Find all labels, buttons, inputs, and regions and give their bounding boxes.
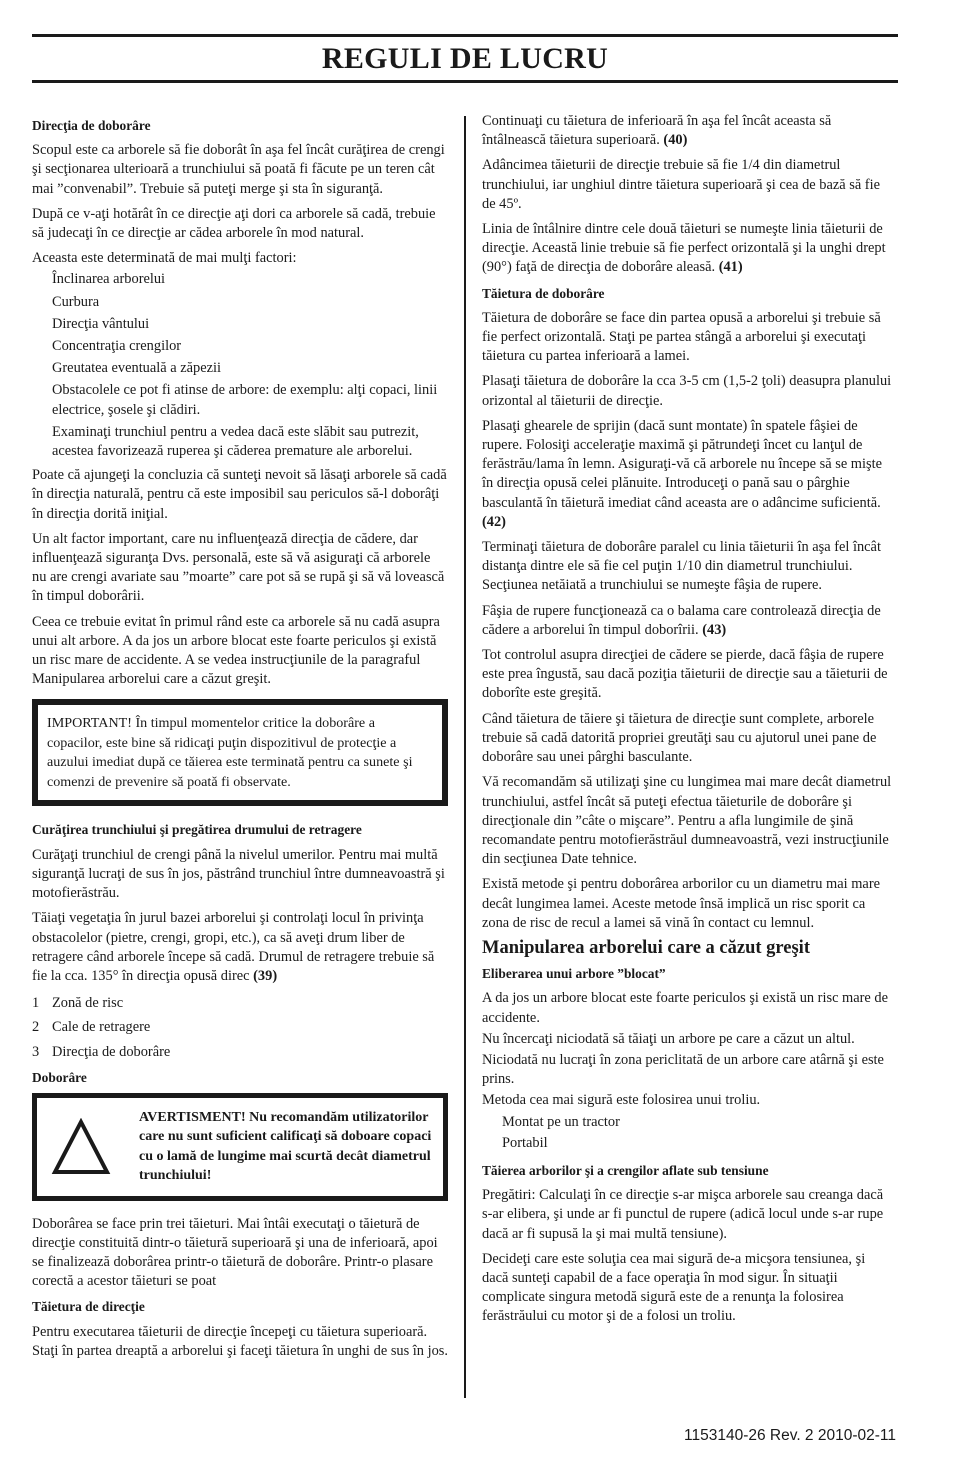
header-rule-top [32,34,898,37]
paragraph: Decideţi care este soluţia cea mai sigură de-a micşora tensiunea, şi dacă sunteţi capabil de a face operaţia în mod sigur. În situaţii complicate singura metodă sigură este de a renunţa la folosirea ferăstrăului cu motor şi de a folosi un troliu. [482,1250,866,1325]
paragraph: Plasaţi tăietura de doborâre la cca 3-5 cm (1,5-2 ţoli) deasupra planului orizontal al tăieturii de direcţie. [482,373,892,409]
warning-triangle-icon [51,1118,111,1176]
paragraph: Vă recomandăm să utilizaţi şine cu lungimea mai mare decât diametrul trunchiului, astfel încât să puteţi efectua tăieturile de doborâre şi direcţionale din ”câte o mişcare”. Pentru a afla lungimile de şină recomandate pentru motofierăstrăul dumneavoastră, vezi instrucţiunile din secţiunea Date tehnice. [482,774,892,868]
paragraph: Doborârea se face prin trei tăieturi. Mai întâi executaţi o tăietură de direcţie constituită dintr-o tăietură superioară şi una de inferioară, apoi se finalizează doborârea printr-o tăietură de doborâre. Printr-o plasare corectă a acestor tăieturi se poat [32,1215,438,1290]
left-column [32,112,448,1367]
paragraph: După ce v-aţi hotărât în ce direcţie aţi dori ca arborele să cadă, trebuie să judecaţi în ce direcţie ar cădea arborele în mod natural. [32,205,436,242]
heading-directia: Direcţia de doborâre [32,118,151,133]
paragraph: Adâncimea tăieturii de direcţie trebuie să fie 1/4 din diametrul trunchiului, iar unghiul dintre tăietura superioară şi cea de bază să fie de 45º. [482,157,880,212]
list-item: 3 Direcţia de doborâre [32,1043,171,1060]
paragraph: Tot controlul asupra direcţiei de cădere se pierde, dacă fâşia de rupere este prea îngustă, sau dacă poziţia tăieturii de direcţie sau a tăieturii de doborîte este greşită. [482,647,888,702]
heading-taietura-doborare: Tăietura de doborâre [482,285,605,301]
paragraph: Curăţaţi trunchiul de crengi până la nivelul umerilor. Pentru mai multă siguranţă lucraţi de sus în jos, păstrând trunchiul între dumneavoastră şi motofierăstrău. [32,846,445,902]
list-item: 2 Cale de retragere [32,1019,151,1036]
paragraph: Fâşia de rupere funcţionează ca o balama care controlează direcţia de cădere a arborelui în timpul doborîrii. (43) [482,602,881,638]
paragraph: Tăietura de doborâre se face din partea opusă a arborelui şi trebuie să fie perfect orizontală. Staţi pe partea stângă a arborelui şi executaţi tăietura cu partea inferioară a lamei. [482,309,881,365]
figure-ref: (41) [718,259,743,276]
factor-item: Direcţia vântului [52,315,150,332]
paragraph: Scopul este ca arborele să fie doborât în aşa fel încât curăţirea de crengi şi secţionarea ulterioară a trunchiului să poată fi făcute pe un teren cât mai ”convenabil”. Trebuie să puteţi merge şi sta în siguranţă. [32,142,445,197]
column-divider [464,116,466,1398]
factor-item: Examinaţi trunchiul pentru a vedea dacă este slăbit sau putrezit, acestea favorizează ruperea şi căderea premature ale arborelui. [52,423,419,460]
warning-text: AVERTISMENT! Nu recomandăm utilizatorilor care nu sunt suficient calificaţi să doboare copaci cu o lamă de lungime mai scurtă decât diametrul trunchiului! [139,1109,432,1184]
section-heading-manipularea: Manipularea arborelui care a căzut greşit [482,937,810,958]
paragraph: Tăiaţi vegetaţia în jurul bazei arborelui şi controlaţi locul în privinţa obstacolelor (pietre, crengi, gropi, etc.), ca să aveţi drum liber de retragere când arborele începe să cadă. Drumul de retragere trebuie să fie la cca. 135° în direcţia opusă direc (39) [32,910,435,984]
paragraph: Terminaţi tăietura de doborâre paralel cu linia tăieturii în aşa fel încât distanţa dintre ele să fie cel puţin 1/10 din diametrul trunchiului. Secţiunea netăiată a trunchiului se numeşte fâşia de rupere. [482,539,881,594]
paragraph: Poate că ajungeţi la concluzia că sunteţi nevoit să lăsaţi arborele să cadă în direcţia naturală, pentru că este imposibil sau periculos să-l doborâţi în direcţia dorită iniţial. [32,467,447,522]
paragraph: Niciodată nu lucraţi în zona periclitată de un arbore care atârnă şi este prins. [482,1051,884,1088]
figure-ref: (39) [253,967,278,984]
paragraph: Plasaţi ghearele de sprijin (dacă sunt montate) în spatele fâşiei de rupere. Folosiţi acceleraţie maximă şi pătrundeţi încet cu lanţul de ferăstrău/lama în lemn. Asiguraţi-vă că arborele nu începe să se mişte în direcţia opusă celei plănuite. Introduceţi o pană sau o pârghie basculantă în tăietură imediat când aceasta are o adâncime suficientă. (42) [482,417,882,530]
paragraph: Nu încercaţi niciodată să tăiaţi un arbore pe care a căzut un altul. [482,1030,855,1047]
paragraph: Când tăietura de tăiere şi tăietura de direcţie sunt complete, arborele trebuie să cadă datorită propriei greutăţi sau cu ajutorul unei pane de doborâre sau unei pârghi basculante. [482,710,877,766]
paragraph: Pentru executarea tăieturii de direcţie începeţi cu tăietura superioară. Staţi în partea dreaptă a arborelui şi faceţi tăietura în unghi de sus în jos. [32,1323,448,1359]
list-item: 1 Zonă de risc [32,995,124,1012]
paragraph: Pregătiri: Calculaţi în ce direcţie s-ar mişca arborele sau creanga dacă s-ar elibera, şi unde ar fi punctul de rupere (adică locul unde s-ar rupe dacă ar fi supusă la şi mai multă tensiune). [482,1187,884,1242]
paragraph: Continuaţi cu tăietura de inferioară în aşa fel încât aceasta să întâlnească tăietura superioară. (40) [482,113,832,149]
winch-option: Montat pe un tractor [502,1113,620,1130]
header-rule-bottom [32,80,898,83]
heading-eliberarea: Eliberarea unui arbore ”blocat” [482,966,666,982]
factor-item: Obstacolele ce pot fi atinse de arbore: de exemplu: alţi copaci, linii electrice, şosele şi clădiri. [52,382,438,418]
paragraph: Aceasta este determinată de mai mulţi factori: [32,250,297,267]
paragraph: Există metode şi pentru doborârea arborilor cu un diametru mai mare decât lungimea lamei. Aceste metode însă implică un risc sporit ca zona de risc de recul a lamei să vină în contact cu lemnul. [482,876,880,931]
winch-option: Portabil [502,1134,548,1151]
document-id-footer: 1153140-26 Rev. 2 2010-02-11 [684,1427,896,1444]
right-column [482,112,894,1333]
heading-taierea: Tăierea arborilor şi a crengilor aflate sub tensiune [482,1162,769,1178]
factor-item: Concentraţia crengilor [52,338,182,355]
paragraph: Metoda cea mai sigură este folosirea unui troliu. [482,1092,761,1109]
paragraph: Linia de întâlnire dintre cele două tăieturi se numeşte linia tăieturii de direcţie. Această linie trebuie să fie perfect orizontală şi la unghi drept (90°) faţă de direcţia de doborâre aleasă. (41) [482,221,886,276]
paragraph: Un alt factor important, care nu influenţează direcţia de cădere, dar influenţează siguranţa Dvs. personală, este să vă asiguraţi că arborele nu are crengi avariate sau ”moarte” care pot să se rupă şi să vă lovească în timpul doborârii. [32,530,445,605]
factor-item: Curbura [52,293,100,310]
factor-item: Greutatea eventuală a zăpezii [52,360,221,377]
warning-box [32,1093,448,1201]
figure-ref: (40) [663,132,688,149]
figure-ref: (43) [702,621,727,638]
page-title: REGULI DE LUCRU [321,42,609,75]
important-notice-text: IMPORTANT! În timpul momentelor critice la doborâre a copacilor, este bine să ridicaţi puţin dispozitivul de protecţie a auzului imediat după ce tăierea este terminată pentru ca sunete şi comenzi de prevenire să poată fi observate. [47,715,413,790]
factor-item: Înclinarea arborelui [52,271,166,288]
heading-taietura-directie: Tăietura de direcţie [32,1299,145,1315]
heading-curatirea: Curăţirea trunchiului şi pregătirea drumului de retragere [32,822,362,838]
figure-ref: (42) [482,513,506,530]
important-notice-box [32,699,448,806]
paragraph: A da jos un arbore blocat este foarte periculos şi există un risc mare de accidente. [482,990,888,1026]
paragraph: Ceea ce trebuie evitat în primul rând este ca arborele să nu cadă asupra unui alt arbore. A da jos un arbore blocat este foarte periculos şi există un risc mare de accidente. A se vedea instrucţiunile de la paragraful Manipularea arborelui care a căzut greşit. [32,613,440,688]
heading-doborare: Doborâre [32,1069,87,1085]
